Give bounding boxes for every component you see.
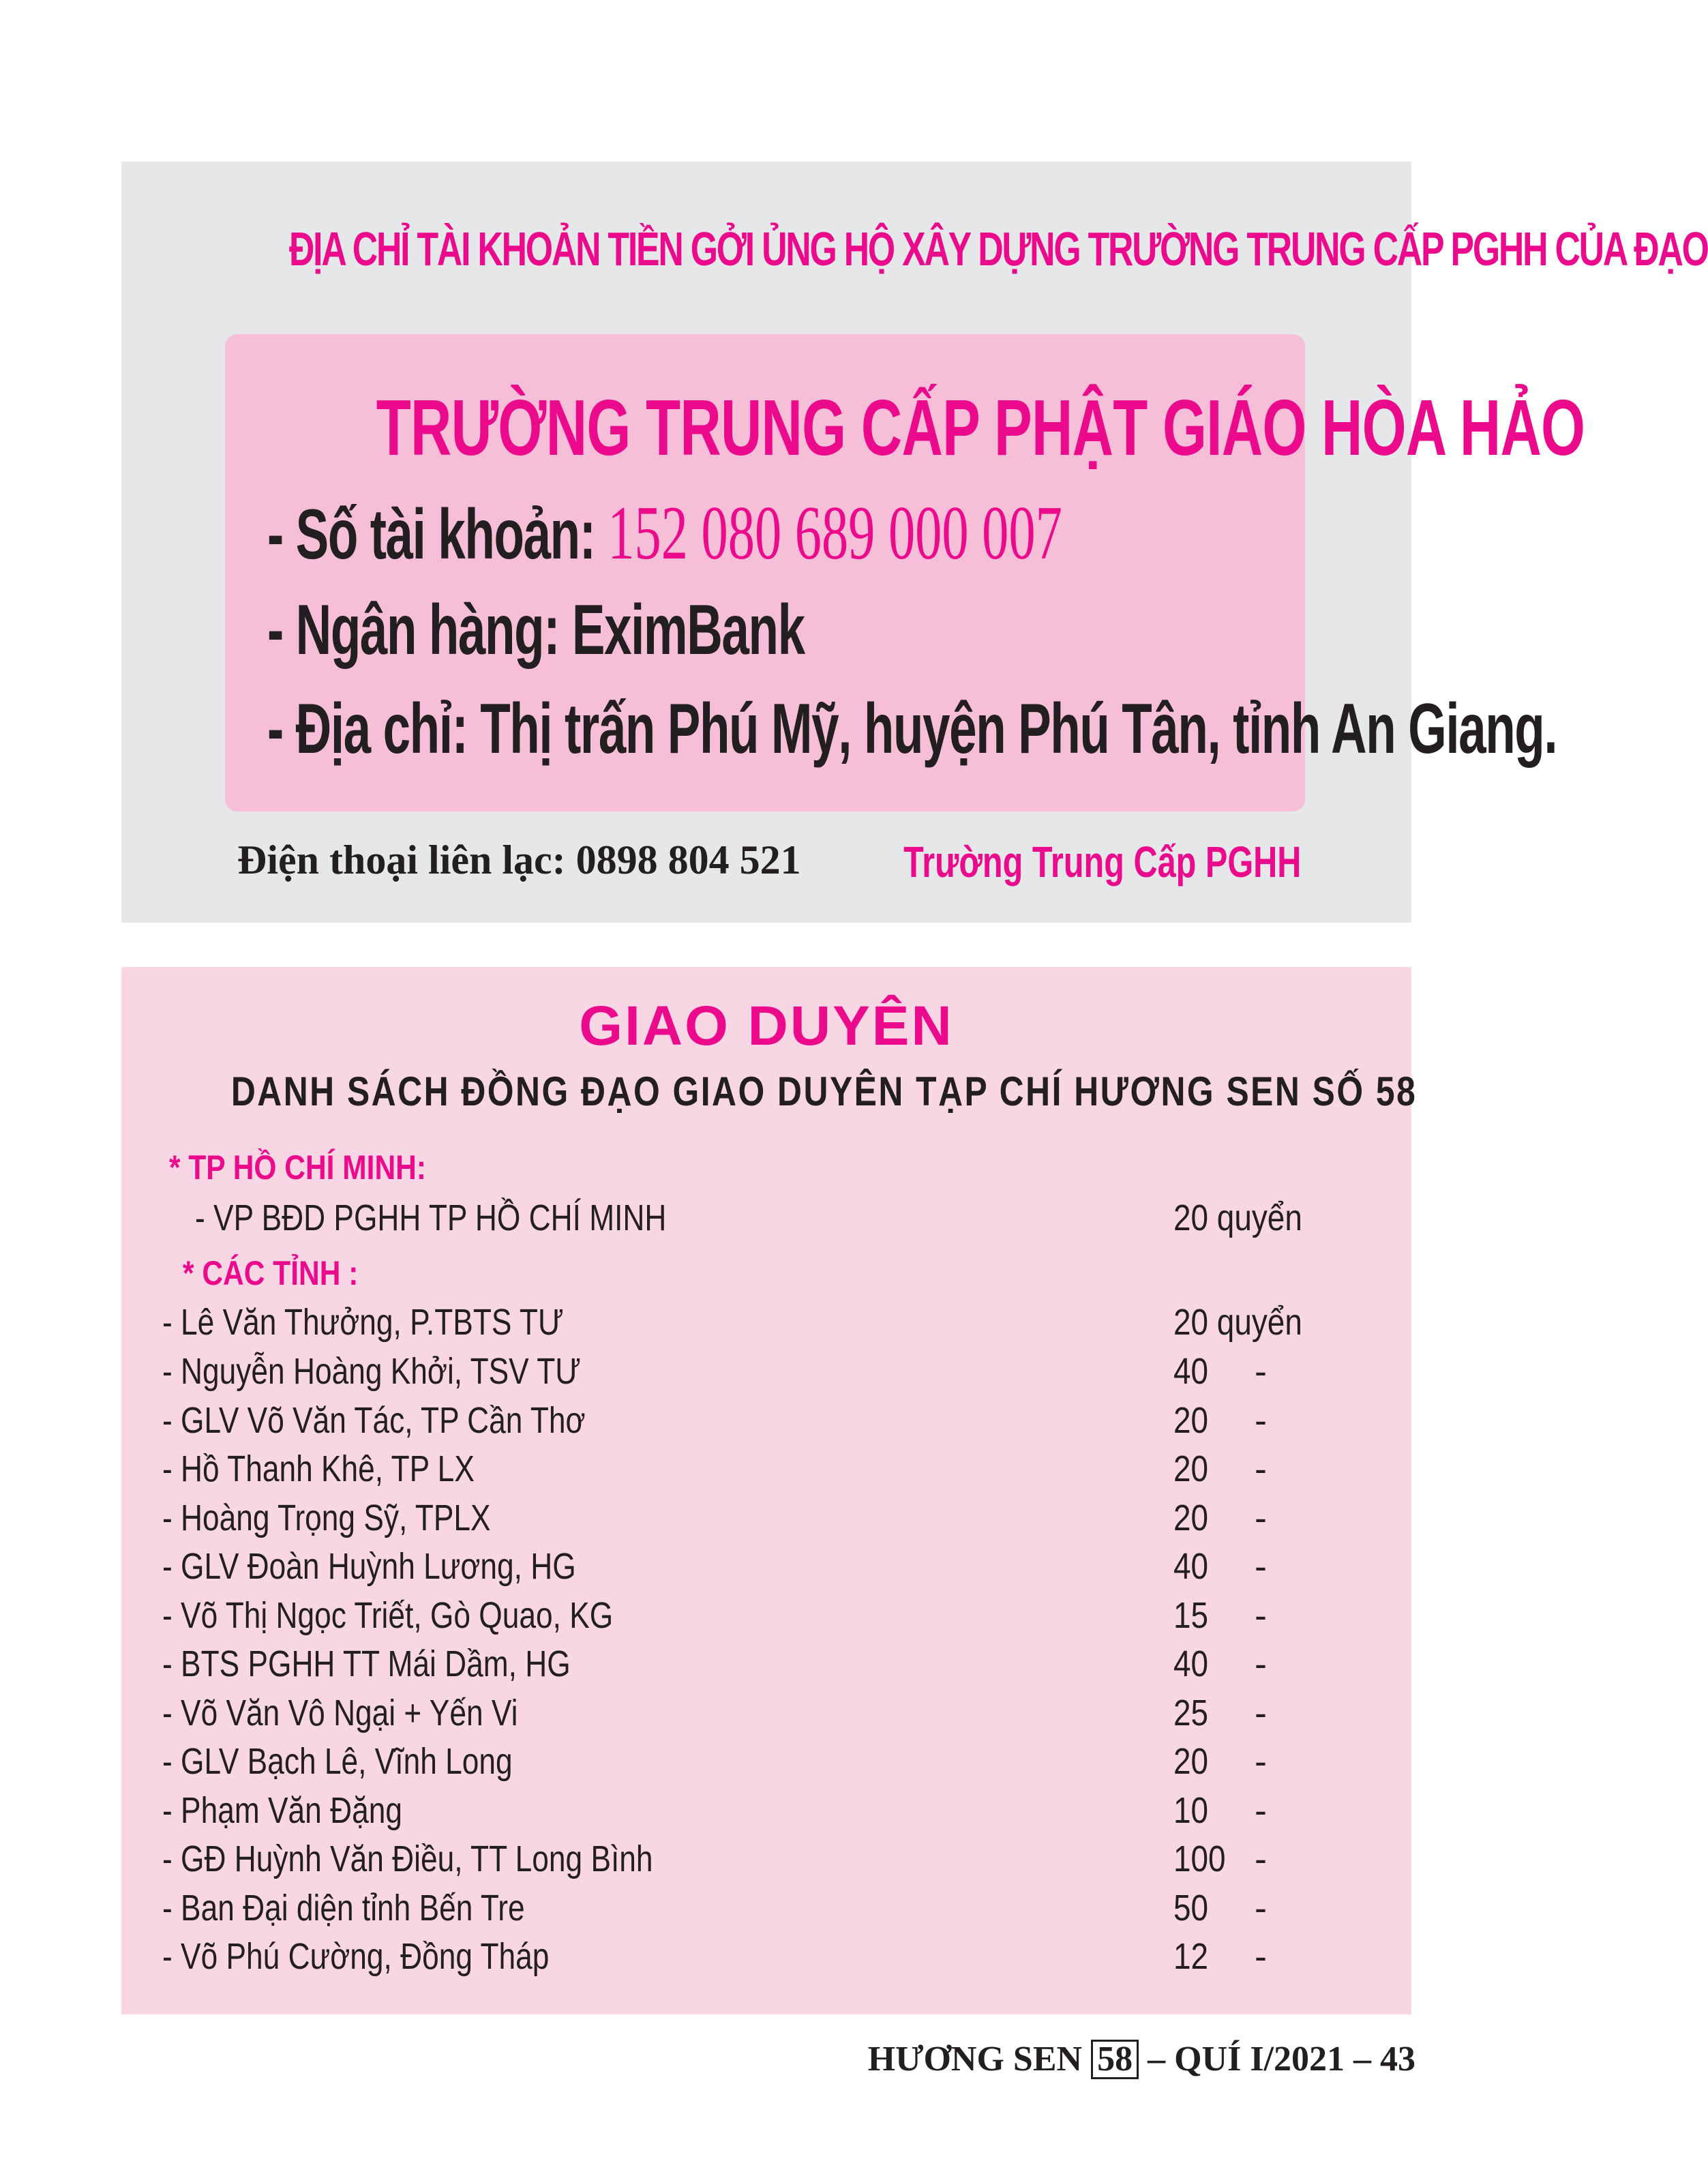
donor-name: - Võ Văn Vô Ngại + Yến Vi: [162, 1692, 518, 1733]
list-item: [121, 1545, 1411, 1593]
donor-name: - GLV Đoàn Huỳnh Lương, HG: [162, 1546, 576, 1587]
list-item: [121, 1887, 1411, 1935]
donor-qty: 25: [1173, 1692, 1209, 1733]
donor-name: - VP BĐD PGHH TP HỒ CHÍ MINH: [195, 1197, 667, 1238]
donor-qty: 50: [1173, 1887, 1209, 1929]
list-item: [121, 1789, 1411, 1837]
bank-account-box: [121, 162, 1708, 923]
donor-qty: 20: [1173, 1448, 1209, 1489]
giao-duyen-box: [121, 967, 1418, 2014]
account-number: 152 080 689 000 007: [608, 491, 1062, 576]
contact-phone: Điện thoại liên lạc: 0898 804 521: [237, 837, 801, 882]
donor-qty: 40: [1173, 1546, 1209, 1587]
donor-name: - BTS PGHH TT Mái Dầm, HG: [162, 1643, 571, 1684]
donor-name: - Võ Phú Cường, Đồng Tháp: [162, 1936, 550, 1977]
ditto-mark: -: [1255, 1546, 1267, 1587]
list-item: [121, 1594, 1411, 1642]
issue-number: 58: [1091, 2040, 1139, 2079]
donor-name: - Lê Văn Thưởng, P.TBTS TƯ: [162, 1302, 564, 1343]
ditto-mark: -: [1255, 1351, 1267, 1392]
page-number: 43: [1380, 2040, 1415, 2079]
list-item: [121, 1740, 1411, 1788]
ditto-mark: -: [1255, 1838, 1267, 1879]
donor-qty: 12: [1173, 1936, 1209, 1977]
donor-name: - GLV Bạch Lê, Vĩnh Long: [162, 1741, 513, 1782]
donor-name: - Phạm Văn Đặng: [162, 1789, 402, 1831]
ditto-mark: -: [1255, 1594, 1267, 1636]
donor-name: - Nguyễn Hoàng Khởi, TSV TƯ: [162, 1351, 582, 1392]
donor-name: - Hoàng Trọng Sỹ, TPLX: [162, 1497, 491, 1538]
list-item: [121, 1838, 1411, 1886]
donor-qty: 20: [1173, 1497, 1209, 1538]
donor-qty: 20: [1173, 1399, 1209, 1441]
giao-duyen-subtitle: DANH SÁCH ĐỒNG ĐẠO GIAO DUYÊN TẠP CHÍ HƯƠNG SEN SỐ 58: [230, 1069, 1418, 1114]
account-label: - Số tài khoản:: [267, 495, 608, 574]
giao-duyen-title: GIAO DUYÊN: [579, 995, 954, 1057]
donor-qty: 20: [1173, 1741, 1209, 1782]
ditto-mark: -: [1255, 1399, 1267, 1441]
list-item: [121, 1448, 1411, 1495]
list-item: [121, 1301, 1411, 1349]
section-provinces: * CÁC TỈNH :: [183, 1254, 359, 1292]
ditto-mark: -: [1255, 1741, 1267, 1782]
ditto-mark: -: [1255, 1643, 1267, 1684]
list-item: [121, 1935, 1411, 1983]
donor-qty: 15: [1173, 1594, 1209, 1636]
donor-qty: 20 quyển: [1173, 1197, 1302, 1238]
school-name: TRƯỜNG TRUNG CẤP PHẬT GIÁO HÒA HẢO: [376, 383, 1585, 472]
address-line: - Địa chỉ: Thị trấn Phú Mỹ, huyện Phú Tân, tỉnh An Giang.: [267, 689, 1557, 769]
list-item: [121, 1497, 1411, 1545]
list-item: [121, 1643, 1411, 1691]
ditto-mark: -: [1255, 1692, 1267, 1733]
bank-heading: ĐỊA CHỈ TÀI KHOẢN TIỀN GỞI ỦNG HỘ XÂY DỰNG TRƯỜNG TRUNG CẤP PGHH CỦA ĐẠO: [288, 222, 1708, 276]
magazine-name: HƯƠNG SEN: [867, 2040, 1083, 2079]
bank-name-line: - Ngân hàng: EximBank: [267, 591, 805, 670]
issue-period: – QUÍ I/2021 –: [1148, 2040, 1371, 2079]
donor-qty: 100: [1173, 1838, 1226, 1879]
list-item: [121, 1692, 1411, 1740]
list-item: [121, 1399, 1411, 1447]
account-line: [267, 490, 1062, 578]
list-item: [121, 1350, 1411, 1398]
list-item: [121, 1197, 1411, 1245]
ditto-mark: -: [1255, 1887, 1267, 1929]
donor-name: - GĐ Huỳnh Văn Điều, TT Long Bình: [162, 1838, 653, 1879]
section-hcm: * TP HỒ CHÍ MINH:: [169, 1148, 427, 1187]
bank-card: [225, 334, 1585, 811]
donor-name: - Võ Thị Ngọc Triết, Gò Quao, KG: [162, 1594, 614, 1636]
ditto-mark: -: [1255, 1789, 1267, 1831]
donor-qty: 40: [1173, 1643, 1209, 1684]
page-footer: [868, 2039, 1415, 2079]
ditto-mark: -: [1255, 1497, 1267, 1538]
donor-qty: 10: [1173, 1789, 1209, 1831]
donor-name: - Ban Đại diện tỉnh Bến Tre: [162, 1887, 525, 1929]
donor-qty: 20 quyển: [1173, 1302, 1302, 1343]
signature: Trường Trung Cấp PGHH: [903, 837, 1301, 887]
ditto-mark: -: [1255, 1448, 1267, 1489]
donor-qty: 40: [1173, 1351, 1209, 1392]
donor-name: - Hồ Thanh Khê, TP LX: [162, 1448, 475, 1489]
donor-name: - GLV Võ Văn Tác, TP Cần Thơ: [162, 1399, 586, 1441]
ditto-mark: -: [1255, 1936, 1267, 1977]
